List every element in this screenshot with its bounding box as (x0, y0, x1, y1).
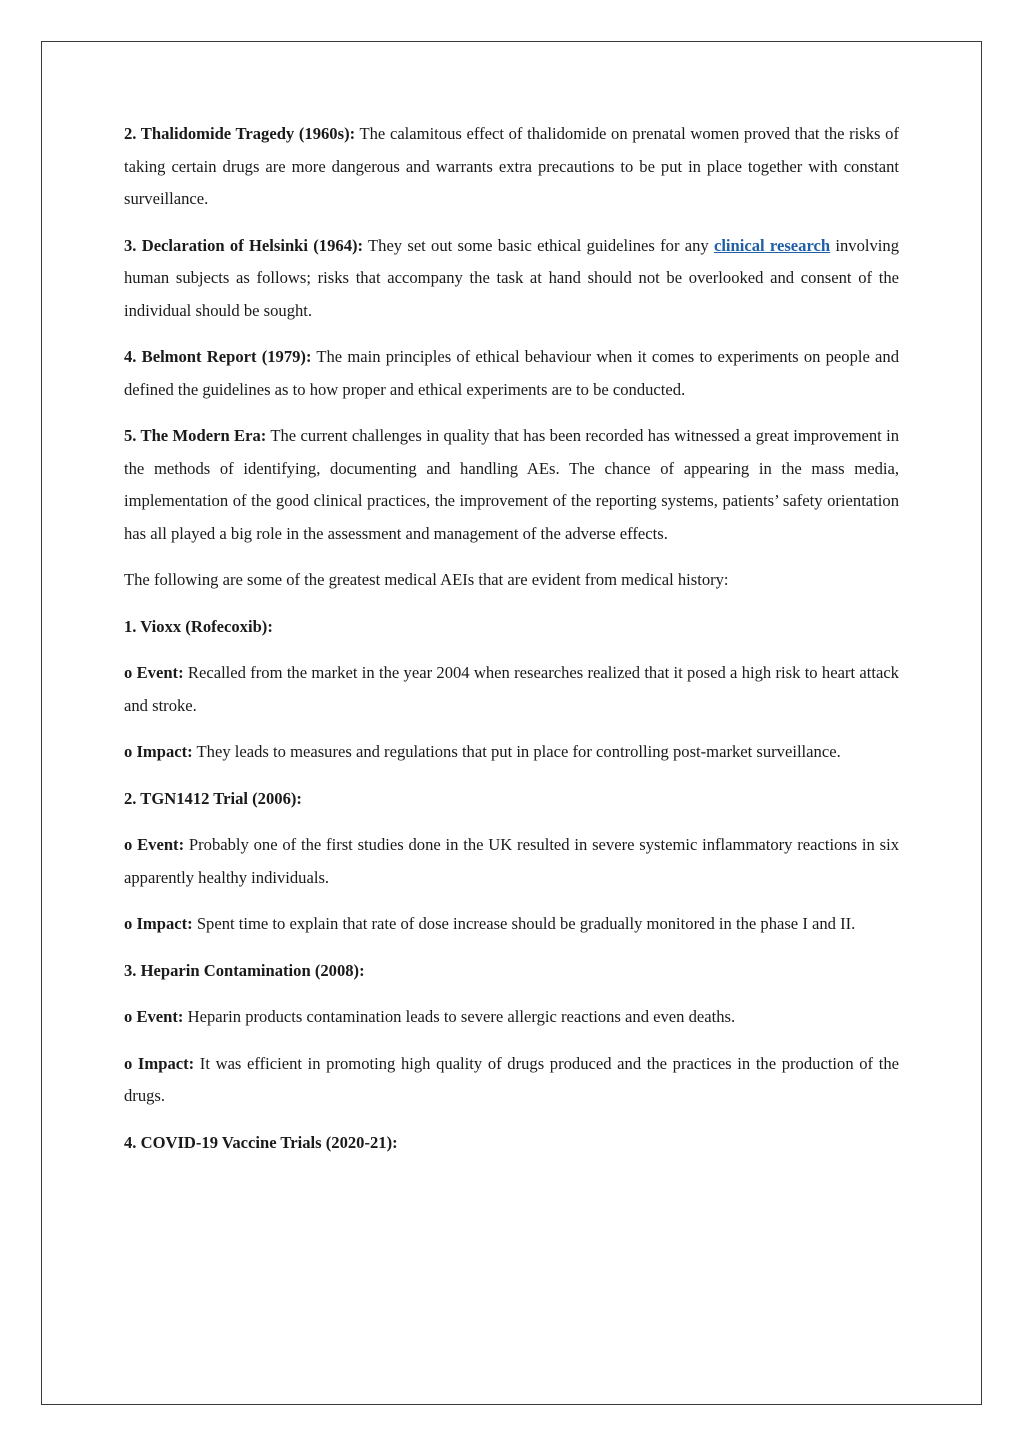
paragraph-helsinki (124, 230, 899, 328)
text-helsinki-after-link: involving human subjects as follows; risks that accompany the task at hand should not be overlooked and consent of the individual should be sought. (124, 235, 899, 320)
heparin-impact-label: o Impact: (124, 1053, 195, 1073)
paragraph-belmont (124, 341, 899, 406)
heading-vioxx-text: 1. Vioxx (Rofecoxib): (124, 616, 273, 636)
tgn1412-event-text: Probably one of the first studies done in the UK resulted in severe systemic inflammatory reactions in six apparently healthy individuals. (124, 835, 899, 887)
vioxx-event-label: o Event: (124, 663, 184, 682)
heading-vioxx (124, 611, 899, 644)
heading-covid-text: 4. COVID-19 Vaccine Trials (2020-21): (124, 1132, 398, 1152)
heparin-event (124, 1001, 899, 1034)
clinical-research-link[interactable]: clinical research (713, 235, 831, 255)
tgn1412-impact (124, 908, 899, 941)
heading-thalidomide: 2. Thalidomide Tragedy (1960s): (124, 124, 356, 143)
tgn1412-impact-label: o Impact: (124, 914, 193, 933)
heading-belmont: 4. Belmont Report (1979): (124, 347, 312, 366)
heading-heparin-text: 3. Heparin Contamination (2008): (124, 960, 365, 980)
vioxx-impact (124, 736, 899, 769)
heading-covid (124, 1127, 899, 1160)
text-thalidomide: The calamitous effect of thalidomide on prenatal women proved that the risks of taking certain drugs are more dangerous and warrants extra precautions to be put in place together with constant surveillance. (124, 124, 899, 208)
heading-tgn1412-text: 2. TGN1412 Trial (2006): (124, 788, 302, 808)
heading-helsinki: 3. Declaration of Helsinki (1964): (124, 235, 364, 255)
paragraph-thalidomide (124, 118, 899, 216)
vioxx-event (124, 657, 899, 722)
heading-heparin (124, 955, 899, 988)
vioxx-impact-label: o Impact: (124, 742, 193, 761)
tgn1412-event-label: o Event: (124, 835, 185, 854)
vioxx-impact-text: They leads to measures and regulations that put in place for controlling post-market surveillance. (192, 742, 841, 761)
text-modern-era: The current challenges in quality that has been recorded has witnessed a great improvement in the methods of identifying, documenting and handling AEs. The chance of appearing in the mass media, implementation of the good clinical practices, the improvement of the reporting systems, patients’ safety orientation has all played a big role in the assessment and management of the adverse effects. (124, 426, 900, 543)
document-body (124, 118, 899, 1173)
heading-modern-era: 5. The Modern Era: (124, 426, 267, 445)
text-belmont: The main principles of ethical behaviour when it comes to experiments on people and defined the guidelines as to how proper and ethical experiments are to be conducted. (124, 347, 899, 399)
heparin-event-label: o Event: (124, 1007, 184, 1026)
paragraph-intro: The following are some of the greatest medical AEIs that are evident from medical history: (124, 570, 729, 589)
tgn1412-impact-text: Spent time to explain that rate of dose increase should be gradually monitored in the phase I and II. (192, 914, 856, 933)
heparin-event-text: Heparin products contamination leads to severe allergic reactions and even deaths. (183, 1007, 736, 1026)
heparin-impact-text: It was efficient in promoting high quality of drugs produced and the practices in the production of the drugs. (124, 1053, 899, 1105)
tgn1412-event (124, 829, 899, 894)
heading-tgn1412 (124, 783, 899, 816)
heparin-impact (124, 1048, 899, 1113)
vioxx-event-text: Recalled from the market in the year 2004 when researches realized that it posed a high risk to heart attack and stroke. (124, 663, 899, 715)
paragraph-modern-era (124, 420, 899, 550)
text-helsinki-before-link: They set out some basic ethical guidelines for any (363, 235, 714, 255)
